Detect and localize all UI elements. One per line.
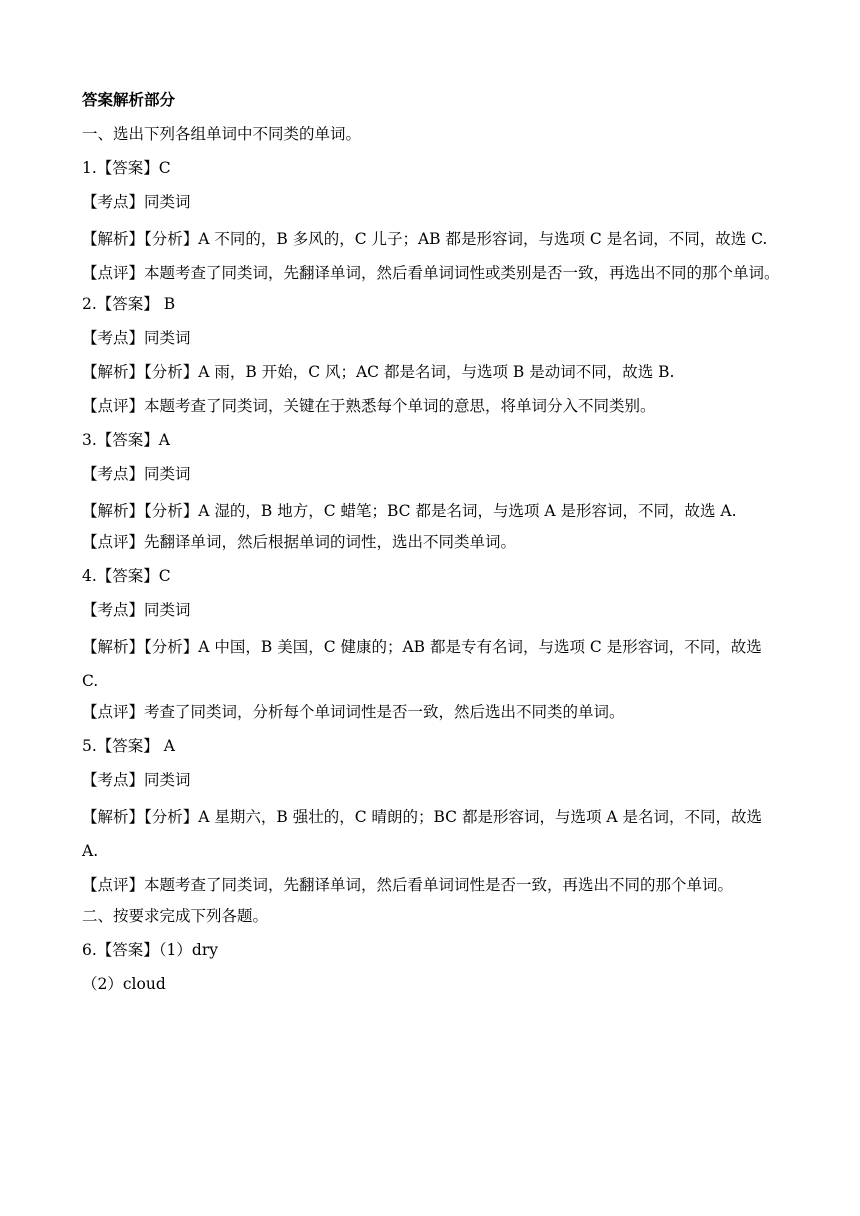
q3-point: 【考点】同类词 xyxy=(82,465,191,483)
q4-comment: 【点评】考查了同类词，分析每个单词词性是否一致，然后选出不同类的单词。 xyxy=(82,703,625,721)
q6-answer: 6.【答案】（1）dry xyxy=(82,941,218,959)
q2-point: 【考点】同类词 xyxy=(82,329,191,347)
q6-sub-answer-2: （2）cloud xyxy=(82,975,166,993)
q5-answer: 5.【答案】 A xyxy=(82,737,175,755)
q1-comment: 【点评】本题考查了同类词，先翻译单词，然后看单词词性或类别是否一致，再选出不同的那个单词。 xyxy=(82,264,780,282)
q2-comment: 【点评】本题考查了同类词，关键在于熟悉每个单词的意思，将单词分入不同类别。 xyxy=(82,397,656,415)
q3-comment: 【点评】先翻译单词，然后根据单词的词性，选出不同类单词。 xyxy=(82,533,517,551)
section-heading-1: 一、选出下列各组单词中不同类的单词。 xyxy=(82,125,362,143)
q3-answer: 3.【答案】A xyxy=(82,431,170,449)
q1-answer: 1.【答案】C xyxy=(82,159,171,177)
q5-point: 【考点】同类词 xyxy=(82,771,191,789)
q1-analysis: 【解析】【分析】A 不同的，B 多风的，C 儿子；AB 都是形容词，与选项 C 是名词，不同，故选 C. xyxy=(82,230,768,248)
q2-analysis: 【解析】【分析】A 雨，B 开始，C 风；AC 都是名词，与选项 B 是动词不同，故选 B. xyxy=(82,363,675,381)
q4-answer: 4.【答案】C xyxy=(82,567,171,585)
q5-analysis: 【解析】【分析】A 星期六，B 强壮的，C 晴朗的；BC 都是形容词，与选项 A 是名词，不同，故选 A. xyxy=(82,808,762,860)
q5-comment: 【点评】本题考查了同类词，先翻译单词，然后看单词词性是否一致，再选出不同的那个单词。 xyxy=(82,876,734,894)
document-title: 答案解析部分 xyxy=(82,90,176,109)
q2-answer: 2.【答案】 B xyxy=(82,295,176,313)
q1-point: 【考点】同类词 xyxy=(82,193,191,211)
answer-document xyxy=(82,86,782,1004)
q4-point: 【考点】同类词 xyxy=(82,601,191,619)
section-heading-2: 二、按要求完成下列各题。 xyxy=(82,907,269,925)
q4-analysis: 【解析】【分析】A 中国，B 美国，C 健康的；AB 都是专有名词，与选项 C 是形容词，不同，故选 C. xyxy=(82,638,762,690)
q3-analysis: 【解析】【分析】A 湿的，B 地方，C 蜡笔；BC 都是名词，与选项 A 是形容词，不同，故选 A. xyxy=(82,502,737,520)
